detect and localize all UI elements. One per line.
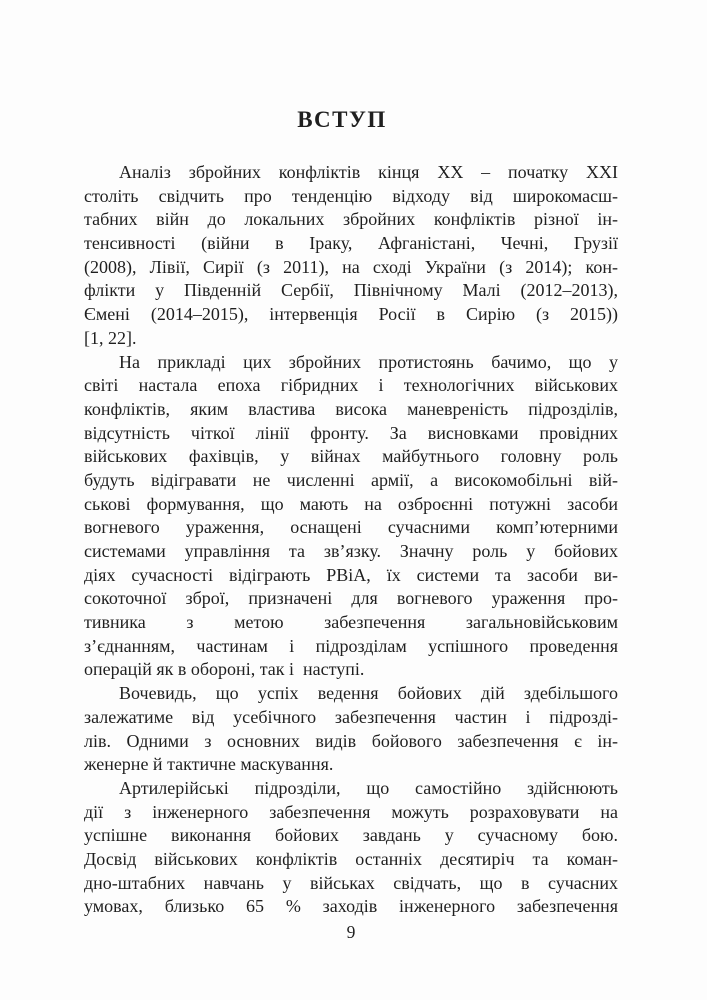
paragraph (84, 351, 618, 683)
text-line: успішне виконання бойових завдань у сучасному бою. (84, 825, 618, 846)
text-line: відсутність чіткої лінії фронту. За висновками провідних (84, 422, 618, 443)
text-line: дії з інженерного забезпечення можуть розраховувати на (84, 801, 618, 822)
text-line: діях сучасності відіграють РВіА, їх системи та засоби ви- (84, 564, 618, 585)
text-line: Артилерійські підрозділи, що самостійно здійснюють (119, 777, 618, 798)
text-line: вогневого ураження, оснащені сучасними комп’ютерними (84, 517, 618, 538)
text-line: [1, 22]. (84, 327, 137, 348)
paragraph (84, 777, 618, 919)
text-line: На прикладі цих збройних протистоянь бачимо, що у (119, 351, 618, 372)
text-line: військових фахівців, у війнах майбутнього головну роль (84, 446, 618, 467)
text-line: століть свідчить про тенденцію відходу від широкомасш- (84, 185, 618, 206)
text-line: лів. Одними з основних видів бойового забезпечення є ін- (84, 730, 618, 751)
text-line: операцій як в обороні, так і наступі. (84, 659, 365, 680)
text-line: Досвід військових конфліктів останніх десятиріч та коман- (84, 848, 618, 869)
text-line: Вочевидь, що успіх ведення бойових дій здебільшого (119, 683, 618, 704)
text-line: сокоточної зброї, призначені для вогневого ураження про- (84, 588, 618, 609)
text-line: з’єднанням, частинам і підрозділам успішного проведення (84, 635, 618, 656)
text-line: тенсивності (війни в Іраку, Афганістані, Чечні, Грузії (84, 233, 618, 254)
text-line: залежатиме від усебічного забезпечення частин і підрозді- (84, 706, 618, 727)
text-line: (2008), Лівії, Сирії (з 2011), на сході України (з 2014); кон- (84, 256, 618, 277)
text-line: Ємені (2014–2015), інтервенція Росії в Сирію (з 2015)) (84, 304, 618, 325)
page-number: 9 (346, 922, 356, 942)
text-line: умовах, близько 65 % заходів інженерного забезпечення (84, 896, 618, 917)
text-line: світі настала епоха гібридних і технологічних військових (84, 375, 618, 396)
text-line: табних війн до локальних збройних конфліктів різної ін- (84, 209, 618, 230)
text-line: тивника з метою забезпечення загальновійськовим (84, 612, 618, 633)
paragraph (84, 682, 618, 777)
text-line: ськові формування, що мають на озброєнні потужні засоби (84, 493, 618, 514)
text-line: будуть відігравати не численні армії, а високомобільні вій- (84, 469, 618, 490)
page-title: ВСТУП (297, 107, 387, 132)
text-line: дно-штабних навчань у військах свідчать, що в сучасних (84, 872, 618, 893)
text-line: флікти у Південній Сербії, Північному Малі (2012–2013), (84, 280, 618, 301)
text-line: Аналіз збройних конфліктів кінця XX – початку XXI (119, 162, 618, 182)
text-line: конфліктів, яким властива висока маневреність підрозділів, (84, 398, 618, 419)
body-text (84, 161, 618, 919)
text-line: женерне й тактичне маскування. (84, 754, 334, 775)
text-line: системами управління та зв’язку. Значну роль у бойових (84, 541, 618, 561)
paragraph (84, 161, 618, 351)
